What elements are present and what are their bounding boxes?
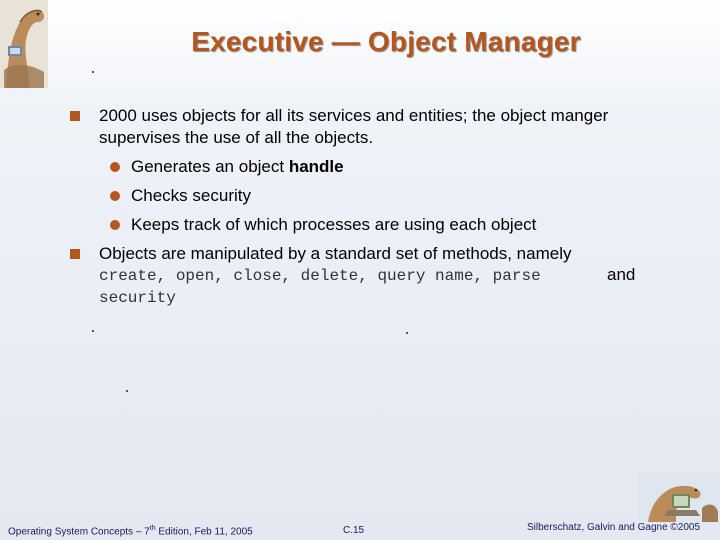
stray-dot [406,332,408,334]
circle-bullet-icon [110,220,120,230]
handle-bold-text: handle [288,157,344,176]
stray-dot [92,330,94,332]
sub-bullet-handle-text: Generates an object [131,157,289,176]
bullet-2-security-method: security [99,289,176,307]
footer-copyright: Silberschatz, Galvin and Gagne ©2005 [527,522,701,533]
stray-dot [92,71,94,73]
footer-page-number: C.15 [343,525,365,536]
footer-edition-sup: th [149,525,156,532]
square-bullet-icon [70,249,80,259]
bullet-2-methods: create, open, close, delete, query name, parse [99,267,541,285]
bullet-1-line-1: 2000 uses objects for all its services and entities; the object manger [99,106,609,125]
bullet-2-line-1: Objects are manipulated by a standard set of methods, namely [99,244,572,263]
circle-bullet-icon [110,162,120,172]
footer-book-title [8,525,253,537]
footer-edition-date: Edition, Feb 11, 2005 [155,526,253,538]
footer-book-title-text: Operating System Concepts – 7 [8,526,150,538]
stray-dot [126,390,128,392]
sub-bullet-security: Checks security [131,186,251,205]
square-bullet-icon [70,111,80,121]
dinosaur-logo-icon [0,0,48,88]
circle-bullet-icon [110,191,120,201]
dinosaur-computer-icon [638,472,720,522]
slide-background [0,88,720,540]
bullet-2-and: and [607,265,636,284]
slide-title: Executive — Object Manager [191,26,581,57]
bullet-1-line-2: supervises the use of all the objects. [99,128,374,147]
sub-bullet-handle [131,156,344,178]
sub-bullet-tracking: Keeps track of which processes are using each object [131,215,537,234]
